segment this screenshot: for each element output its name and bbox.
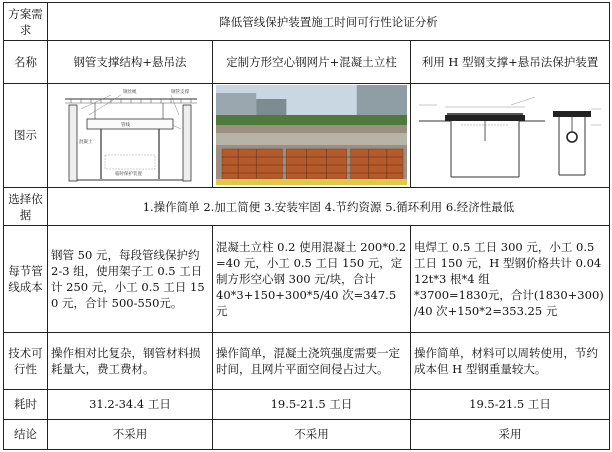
fig1-label-pipeline: 管线	[121, 123, 130, 129]
site-photo	[216, 85, 407, 185]
fig1-label-support: 钢管支撑	[171, 90, 189, 96]
option-1-name: 钢管支撑结构+悬吊法	[48, 41, 213, 83]
row-header-duration: 耗时	[4, 389, 48, 419]
option-2-duration: 19.5-21.5 工日	[213, 389, 411, 419]
option-2-cost	[213, 226, 411, 333]
figure-row	[4, 83, 610, 188]
feasibility-table	[3, 2, 610, 450]
title-row	[4, 3, 610, 41]
row-header-scheme: 方案需求	[4, 3, 48, 41]
row-header-name: 名称	[4, 41, 48, 83]
row-header-feasibility: 技术可行性	[4, 333, 48, 389]
option-3-figure	[411, 83, 610, 188]
basis-text: 1.操作简单 2.加工简便 3.安装牢固 4.节约资源 5.循环利用 6.经济性最低	[48, 188, 610, 226]
row-header-basis: 选择依据	[4, 188, 48, 226]
option-3-feasibility-text: 操作简单，材料可以周转使用，节约成本但 H 型钢重量较大。	[414, 345, 598, 376]
table-title: 降低管线保护装置施工时间可行性论证分析	[48, 3, 610, 41]
row-header-conclusion: 结论	[4, 419, 48, 449]
option-3-feasibility	[411, 333, 610, 389]
option-3-duration: 19.5-21.5 工日	[411, 389, 610, 419]
h-beam-support-drawing	[414, 85, 606, 185]
option-1-feasibility	[48, 333, 213, 389]
option-2-name: 定制方形空心钢网片+混凝土立柱	[213, 41, 411, 83]
row-header-cost: 每节管线成本	[4, 226, 48, 333]
option-2-figure	[213, 83, 411, 188]
option-3-name: 利用 H 型钢支撑+悬吊法保护装置	[411, 41, 610, 83]
option-1-conclusion: 不采用	[48, 419, 213, 449]
name-row	[4, 41, 610, 83]
option-1-feasibility-text: 操作相对比复杂，钢管材料损耗量大，费工费材。	[51, 345, 201, 376]
option-1-cost-text: 钢管 50 元，每段管线保护约 2-3 组，使用架子工 0.5 工日计 250 元，小工 0.5 工日 150 元，合计 500-550元。	[51, 248, 205, 311]
cost-row	[4, 226, 610, 333]
option-1-duration: 31.2-34.4 工日	[48, 389, 213, 419]
conclusion-row	[4, 419, 610, 449]
row-header-figure: 图示	[4, 83, 48, 188]
option-2-conclusion: 不采用	[213, 419, 411, 449]
feasibility-row	[4, 333, 610, 389]
option-3-conclusion: 采用	[411, 419, 610, 449]
option-1-figure	[48, 83, 213, 188]
fig1-label-rope: 钢丝绳	[123, 90, 137, 96]
duration-row	[4, 389, 610, 419]
option-2-cost-text: 混凝土立柱 0.2 使用混凝土 200*0.2=40 元，小工 0.5 工日 150 元，定制方形空心钢 300 元/块，合计 40*3+150+300*5/40 次=347.5 元	[216, 240, 407, 319]
fig1-label-protection: 临时保护装置	[115, 172, 142, 178]
option-1-cost	[48, 226, 213, 333]
fig1-label-concrete: 混凝土	[79, 140, 93, 146]
option-2-feasibility	[213, 333, 411, 389]
option-2-feasibility-text: 操作简单，混凝土浇筑强度需要一定时间，且网片平面空间侵占过大。	[216, 345, 400, 376]
steel-pipe-support-drawing	[51, 85, 209, 185]
basis-row	[4, 188, 610, 226]
option-3-cost-text: 电焊工 0.5 工日 300 元，小工 0.5 工日 150 元，H 型钢价格共计 0.0412t*3 根*4 组 *3700=1830元，合计(1830+300) /40 次+150*2=353.25 元	[414, 240, 604, 319]
option-3-cost	[411, 226, 610, 333]
